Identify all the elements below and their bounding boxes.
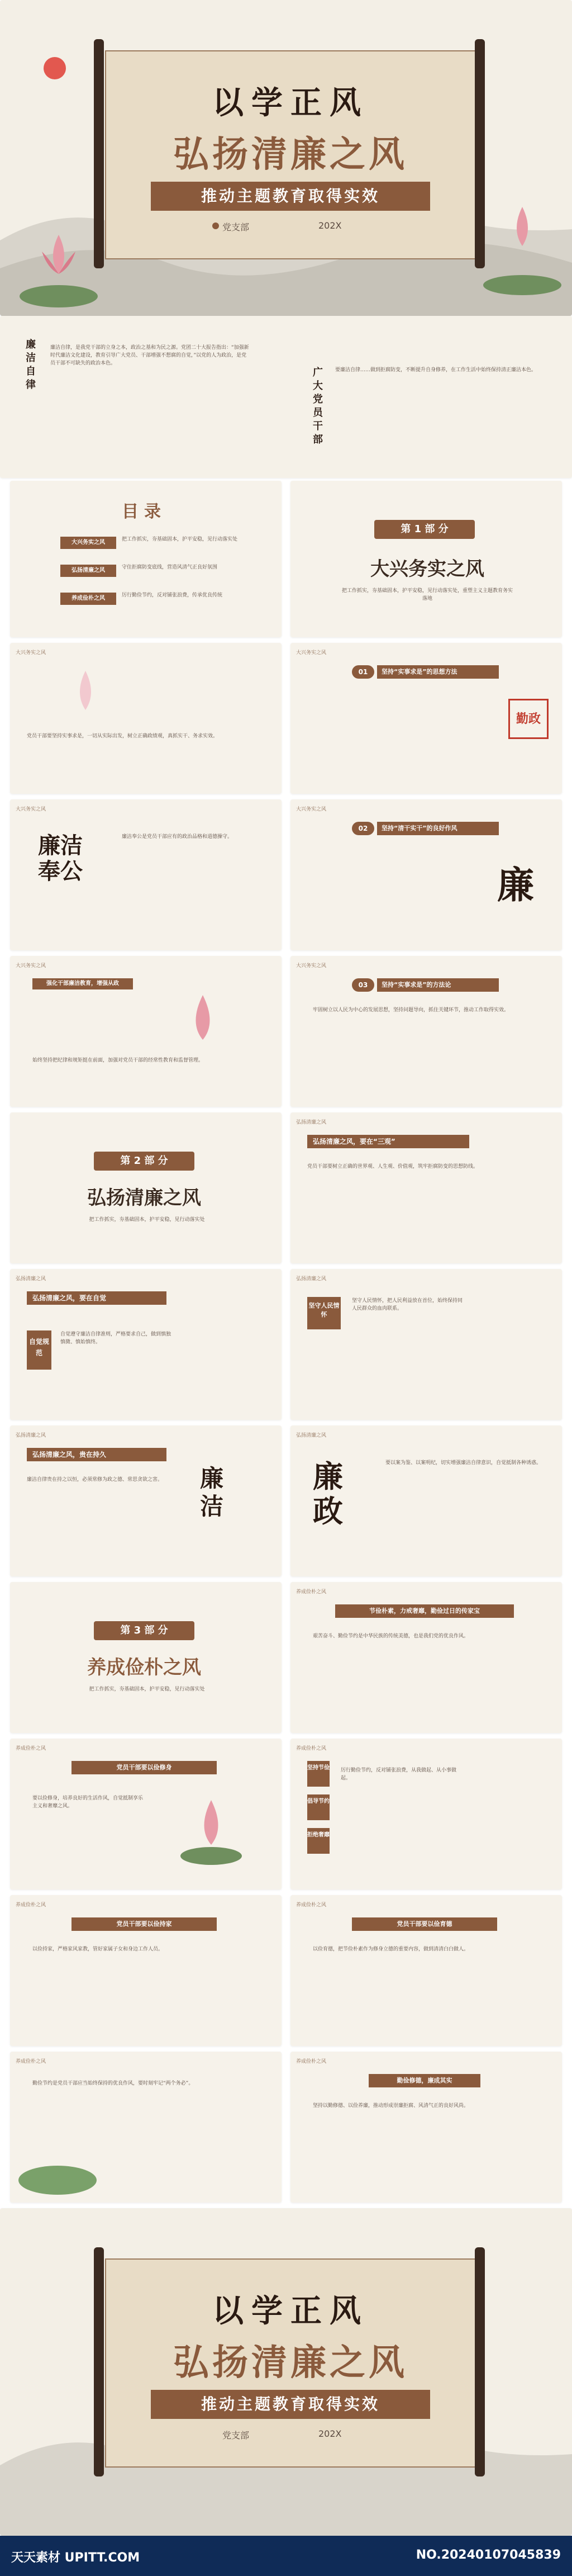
end-ribbon: 推动主题教育取得实效 [151, 2390, 430, 2419]
slide-m-text: 要以俭修身，培养良好的生活作风，自觉抵制享乐主义和奢靡之风。 [32, 1796, 144, 1809]
slide-f-ribbon: 坚持“实事求是”的方法论 [377, 978, 499, 992]
slide-i-label: 坚守人民情怀 [307, 1297, 341, 1329]
end-main-title: 弘扬清廉之风 [173, 2342, 408, 2384]
seal-stamp: 勤政 [508, 699, 549, 739]
slide-b-num: 01 [352, 665, 374, 679]
slide-j [10, 1426, 282, 1576]
slide-n-label: 拒绝奢靡 [307, 1828, 330, 1854]
part2-title: 弘扬清廉之风 [87, 1187, 201, 1209]
slide-tag: 养成俭朴之风 [16, 1902, 46, 1908]
intro-right-vertical: 广大党员干部 [313, 367, 323, 446]
slide-tag: 养成俭朴之风 [296, 1902, 327, 1908]
slide-k [290, 1426, 562, 1576]
slide-tag: 养成俭朴之风 [16, 1746, 46, 1751]
toc-item[interactable]: 弘扬清廉之风 [60, 565, 116, 577]
cover-main-title: 弘扬清廉之风 [173, 134, 408, 176]
slide-o-text: 以俭持家，严格家风家教，管好家属子女和身边工作人员。 [32, 1947, 164, 1952]
end-top-title: 以学正风 [212, 2293, 369, 2329]
lotus-icon [17, 212, 101, 307]
slide-tag: 养成俭朴之风 [296, 2059, 327, 2064]
slide-d-brush: 廉 [497, 863, 534, 907]
slide-tag: 养成俭朴之风 [16, 2059, 46, 2064]
slide-d-ribbon: 坚持“清干实干”的良好作风 [377, 822, 499, 835]
slide-h-header: 弘扬清廉之风，要在自觉 [27, 1291, 166, 1305]
lotus-icon [178, 1783, 245, 1867]
part3-badge: 第 3 部 分 [94, 1621, 194, 1640]
slide-n [290, 1739, 562, 1890]
footer-left: 天天素材 UPITT.COM [11, 2551, 140, 2565]
cover-speaker: 党支部 [222, 222, 250, 233]
slide-d [290, 799, 562, 950]
lotus-icon [480, 173, 564, 296]
slide-d-num: 02 [352, 822, 374, 835]
slide-f-text: 牢固树立以人民为中心的发展思想，坚持问题导向，抓住关键环节，推动工作取得实效。 [313, 1007, 509, 1013]
slide-b [290, 643, 562, 794]
part2-badge: 第 2 部 分 [94, 1152, 194, 1171]
intro-right-text: 要廉洁自律……做到拒腐防变，不断提升自身修养，在工作生活中始终保持清正廉洁本色。 [335, 367, 537, 373]
slide-q-text: 勤俭节约是党员干部应当始终保持的优良作风，要时刻牢记“两个务必”。 [32, 2081, 194, 2086]
cover-top-title: 以学正风 [212, 84, 369, 121]
end-date: 202X [318, 2428, 342, 2439]
slide-g-text: 党员干部要树立正确的世界观、人生观、价值观，筑牢拒腐防变的思想防线。 [307, 1164, 479, 1169]
part1-sub: 把工作抓实，夯基础固本，护平安稳，见行动落实处，重塑主义主题教育务实落地 [341, 588, 513, 602]
intro-left-vertical: 廉洁自律 [26, 339, 36, 391]
slide-e-box-title: 强化干部廉洁教育，增强从政 [32, 978, 133, 989]
slide-r-text: 坚持以勤修德、以俭养廉，推动形成崇廉拒腐、风清气正的良好风尚。 [313, 2103, 469, 2109]
slide-o [10, 1895, 282, 2046]
watermark-footer [0, 2536, 572, 2576]
part1-title: 大兴务实之风 [370, 558, 484, 580]
slide-tag: 大兴务实之风 [16, 807, 46, 812]
part3-sub: 把工作抓实，夯基础固本，护平安稳，见行动落实处 [89, 1687, 205, 1692]
slide-m-header: 党员干部要以俭修身 [72, 1761, 217, 1774]
slide-n-label: 坚持节俭 [307, 1761, 330, 1787]
slide-tag: 弘扬清廉之风 [296, 1433, 327, 1438]
slide-tag: 弘扬清廉之风 [296, 1276, 327, 1282]
toc-item-desc: 厉行勤俭节约，反对铺张浪费，传承优良传统 [122, 593, 223, 598]
slide-m [10, 1739, 282, 1890]
slide-c-text: 廉洁奉公是党员干部应有的政治品格和道德操守。 [122, 834, 233, 840]
toc-item[interactable]: 大兴务实之风 [60, 537, 116, 549]
slide-b-ribbon: 坚持“实事求是”的思想方法 [377, 665, 499, 679]
slide-r-header: 勤俭修德，廉成其实 [369, 2074, 480, 2087]
toc-item-desc: 守住拒腐防变底线，营造风清气正良好氛围 [122, 565, 218, 570]
lotus-icon [16, 2124, 99, 2197]
slide-e [10, 956, 282, 1107]
slide-p-header: 党员干部要以俭育德 [352, 1917, 497, 1931]
slide-l-text: 艰苦奋斗、勤俭节约是中华民族的传统美德，也是我们党的优良作风。 [313, 1633, 469, 1639]
slide-tag: 养成俭朴之风 [296, 1589, 327, 1595]
toc-slide [10, 481, 282, 637]
slide-k-brush: 廉政 [313, 1459, 343, 1529]
slide-j-brush: 廉洁 [200, 1465, 224, 1520]
slide-o-header: 党员干部要以俭持家 [72, 1917, 217, 1931]
toc-title: 目录 [122, 502, 166, 522]
slide-g-header: 弘扬清廉之风，要在“三观” [307, 1135, 469, 1148]
footer-right: NO.20240107045839 [416, 2548, 561, 2562]
slide-tag: 大兴务实之风 [296, 807, 327, 812]
slide-tag: 弘扬清廉之风 [16, 1433, 46, 1438]
slide-c-brush: 廉洁奉公 [38, 832, 83, 884]
end-slide [0, 2208, 572, 2536]
slide-h [10, 1269, 282, 1420]
cover-ribbon: 推动主题教育取得实效 [151, 182, 430, 211]
cover-speaker-icon [212, 222, 219, 229]
slide-tag: 大兴务实之风 [16, 650, 46, 656]
slide-tag: 大兴务实之风 [296, 963, 327, 969]
slide-g [290, 1112, 562, 1263]
lotus-icon [60, 660, 111, 721]
scroll-rod-right [475, 2247, 485, 2476]
slide-r [290, 2052, 562, 2203]
slide-tag: 弘扬清廉之风 [296, 1120, 327, 1125]
cover-date: 202X [318, 220, 342, 231]
toc-item-desc: 把工作抓实，夯基础固本，护平安稳，见行动落实处 [122, 537, 238, 542]
slide-c [10, 799, 282, 950]
cover-slide [0, 0, 572, 316]
slide-k-text: 要以案为鉴、以案明纪，切实增强廉洁自律意识，自觉抵制各种诱惑。 [385, 1460, 542, 1466]
toc-item[interactable]: 养成俭朴之风 [60, 593, 116, 605]
slide-a-text: 党员干部要坚持实事求是，一切从实际出发，树立正确政绩观，真抓实干、务求实效。 [27, 733, 218, 739]
slide-a [10, 643, 282, 794]
intro-left-text: 廉洁自律，是我党干部的立身之本，政治之基和为民之源。党团二十大报告指出：“加强新时代廉洁文化建设，教育引导广大党员、干部增强不想腐的自觉，”以党的人为政治，是党员干部不可缺失的政治本色。 [50, 345, 249, 366]
slide-tag: 大兴务实之风 [16, 963, 46, 969]
scroll-rod-left [94, 2247, 104, 2476]
slide-p [290, 1895, 562, 2046]
slide-tag: 弘扬清廉之风 [16, 1276, 46, 1282]
part1-slide [290, 481, 562, 637]
slide-j-header: 弘扬清廉之风，贵在持久 [27, 1448, 166, 1461]
slide-h-label: 自觉规范 [27, 1330, 51, 1370]
slide-p-text: 以俭育德，把节俭朴素作为修身立德的重要内容，做到清清白白做人。 [313, 1947, 469, 1952]
slide-i-text: 坚守人民情怀，把人民利益放在首位，始终保持同人民群众的血肉联系。 [352, 1298, 463, 1311]
slide-l [290, 1582, 562, 1733]
slide-f-num: 03 [352, 978, 374, 992]
slide-f [290, 956, 562, 1107]
slide-n-text: 厉行勤俭节约，反对铺张浪费，从我做起、从小事做起。 [341, 1768, 457, 1781]
end-speaker: 党支部 [222, 2430, 250, 2441]
slide-l-header: 节俭朴素，力戒奢靡，勤俭过日的传家宝 [335, 1604, 514, 1618]
part2-sub: 把工作抓实，夯基础固本，护平安稳，见行动落实处 [89, 1217, 205, 1223]
part3-slide [10, 1582, 282, 1733]
slide-tag: 大兴务实之风 [296, 650, 327, 656]
intro-slide [0, 316, 572, 478]
slide-h-text: 自觉遵守廉洁自律准则，严格要求自己，做到慎独慎微、慎始慎终。 [60, 1332, 171, 1345]
slide-e-text: 始终坚持把纪律和规矩挺在前面，加强对党员干部的经常性教育和监督管理。 [32, 1058, 204, 1063]
slide-i [290, 1269, 562, 1420]
part1-badge: 第 1 部 分 [374, 520, 475, 539]
part2-slide [10, 1112, 282, 1263]
lotus-icon [172, 984, 233, 1045]
slide-n-label: 倡导节约 [307, 1794, 330, 1820]
part3-title: 养成俭朴之风 [87, 1656, 201, 1679]
slide-tag: 养成俭朴之风 [296, 1746, 327, 1751]
slide-j-text: 廉洁自律贵在持之以恒，必须常修为政之德、常思贪欲之害。 [27, 1477, 163, 1483]
slide-q [10, 2052, 282, 2203]
